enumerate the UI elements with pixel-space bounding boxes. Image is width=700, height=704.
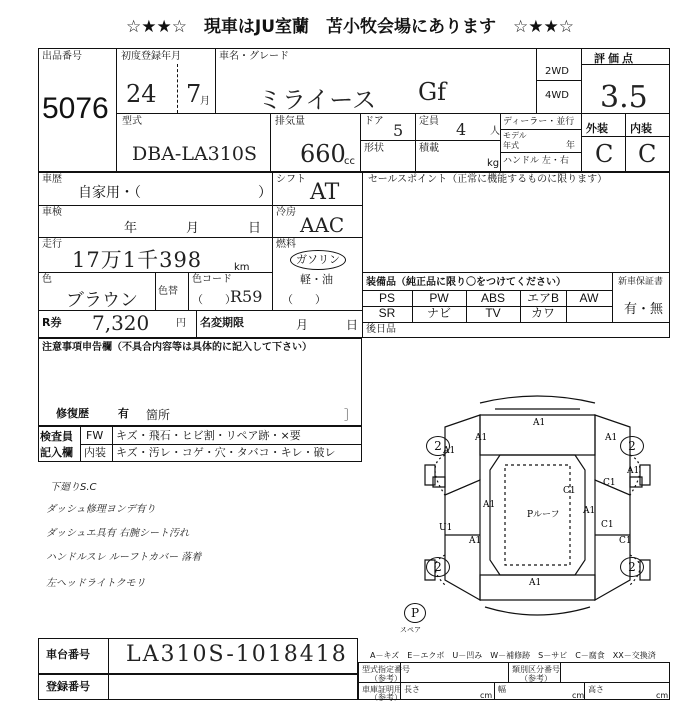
- exterior-grade: C: [595, 140, 614, 168]
- shape-label: 形状: [364, 143, 384, 154]
- length-unit: cm: [480, 691, 493, 700]
- recycle-value: 7,320: [92, 311, 150, 335]
- inspection-year: 年: [124, 221, 138, 236]
- expire-day: 日: [346, 318, 359, 332]
- fuel-selected-circle: [290, 250, 346, 270]
- entry-interior: 内装: [84, 446, 106, 459]
- equipment-item: カワ: [530, 306, 555, 320]
- damage-mark: C1: [563, 486, 576, 496]
- color-code-label: 色コード: [192, 274, 232, 285]
- mileage-value: 17万1千398: [72, 248, 203, 272]
- damage-mark: A1: [483, 500, 496, 510]
- repair-place: 箇所: [146, 408, 171, 422]
- spare-label: スペア: [400, 626, 421, 634]
- history-value: 自家用・（: [78, 185, 141, 201]
- interior-grade: C: [638, 140, 657, 168]
- displacement-unit: cc: [344, 156, 355, 167]
- lot-number-label: 出品番号: [42, 51, 82, 62]
- equipment-item: PW: [429, 291, 449, 305]
- model-num-label: 型式指定番号: [362, 665, 410, 674]
- recycle-label: R券: [42, 316, 62, 329]
- history-close: ）: [258, 185, 272, 201]
- drive-2wd: 2WD: [545, 66, 569, 77]
- fuel-paren: （ ）: [282, 293, 326, 306]
- tire-front-right: 2: [620, 436, 644, 456]
- model-num-ref: （参考）: [370, 674, 402, 683]
- inspection-day: 日: [248, 221, 262, 236]
- mileage-unit: km: [234, 262, 250, 273]
- entry-label: 記入欄: [40, 446, 73, 459]
- car-grade: Gf: [418, 78, 447, 106]
- door-label: ドア: [364, 116, 384, 127]
- handle-label: ハンドル 左・右: [503, 156, 569, 166]
- tire-rear-left: 2: [426, 557, 450, 577]
- color-label: 色: [42, 274, 52, 285]
- registration-month-unit: 月: [200, 96, 210, 107]
- inspector-fw: FW: [86, 429, 104, 442]
- height-unit: cm: [656, 691, 669, 700]
- shift-value: AT: [310, 180, 340, 205]
- repair-value: 有: [118, 407, 129, 420]
- displacement-value: 660: [300, 140, 346, 168]
- equipment-item: SR: [378, 306, 396, 320]
- handwritten-note: 下廻りS.C: [50, 482, 97, 493]
- load-label: 積載: [419, 143, 439, 154]
- capacity-unit: 人: [490, 126, 500, 137]
- class-num-ref: （参考）: [520, 674, 552, 683]
- tire-front-left: 2: [426, 436, 450, 456]
- expire-month: 月: [296, 318, 309, 332]
- mileage-label: 走行: [42, 239, 62, 250]
- handwritten-note: ダッシュ修理ヨンデ有り: [46, 504, 156, 515]
- registration-year: 24: [126, 80, 157, 108]
- capacity-value: 4: [456, 120, 467, 139]
- inspector-label: 検査員: [40, 430, 73, 443]
- door-value: 5: [393, 121, 404, 140]
- score-value: 3.5: [600, 80, 648, 115]
- sales-point-label: セールスポイント（正常に機能するものに限ります）: [368, 174, 608, 185]
- damage-mark: C1: [601, 520, 614, 530]
- exterior-label: 外装: [586, 122, 608, 135]
- class-num-label: 類別区分番号: [512, 665, 560, 674]
- damage-mark: A1: [475, 433, 488, 443]
- handwritten-note: ダッシュエ具有 右腕シート汚れ: [46, 528, 189, 539]
- load-unit: kg: [487, 158, 500, 169]
- handwritten-note: ハンドルスレ ルーフトカバー 落着: [46, 552, 202, 563]
- damage-mark: A1: [605, 433, 618, 443]
- drive-4wd: 4WD: [545, 90, 569, 101]
- attach-label: 後日品: [366, 324, 396, 335]
- chassis-number: LA310S-1018418: [126, 642, 348, 667]
- registration-month: 7: [186, 80, 202, 108]
- ac-label: 冷房: [276, 207, 296, 218]
- page-title: ☆★★☆ 現車はJU室蘭 苫小牧会場にあります ☆★★☆: [125, 17, 575, 37]
- length-label: 長さ: [404, 685, 420, 694]
- recycle-unit: 円: [176, 318, 186, 329]
- damage-mark: C1: [619, 536, 632, 546]
- damage-mark: A1: [443, 446, 456, 456]
- damage-mark: U1: [439, 523, 453, 533]
- width-unit: cm: [572, 691, 585, 700]
- equipment-label: 装備品（純正品に限り〇をつけてください）: [366, 277, 566, 288]
- ac-value: AAC: [300, 213, 345, 237]
- damage-mark: A1: [627, 466, 640, 476]
- car-diagram: [405, 385, 670, 630]
- color-paren: （ ）: [192, 293, 236, 306]
- score-label: 評価点: [594, 52, 636, 65]
- color-change-label: 色替: [158, 286, 178, 297]
- chassis-label: 車台番号: [46, 648, 90, 661]
- damage-mark: A1: [529, 578, 542, 588]
- capacity-label: 定員: [419, 116, 439, 127]
- first-registration-label: 初度登録年月: [121, 51, 181, 62]
- inspector-items: キズ・飛石・ヒビ割・リペア跡・×要: [116, 429, 301, 442]
- color-code: R59: [230, 287, 263, 306]
- entry-items: キズ・汚レ・コゲ・穴・タバコ・キレ・破レ: [116, 446, 336, 459]
- equipment-item: エアB: [526, 291, 559, 305]
- equipment-item: AW: [579, 291, 599, 305]
- interior-label: 内装: [630, 122, 652, 135]
- notice-label: 注意事項申告欄（不具合内容等は具体的に記入して下さい）: [42, 342, 312, 353]
- lot-number: 5076: [42, 92, 109, 125]
- model-year-unit: 年: [566, 141, 576, 151]
- expire-label: 名変期限: [200, 316, 244, 329]
- garage-label: 車庫証明用: [362, 685, 402, 694]
- shift-label: シフト: [276, 174, 306, 185]
- warranty-label: 新車保証書: [618, 277, 664, 287]
- damage-mark: A1: [583, 506, 596, 516]
- legend: A－キズ E－エクボ U－凹み W－補修跡 S－サビ C－腐食 XX－交換済: [370, 651, 656, 660]
- fuel-gasoline: ガソリン: [296, 253, 340, 266]
- tire-rear-right: 2: [620, 557, 644, 577]
- width-label: 幅: [498, 685, 506, 694]
- equipment-item: TV: [485, 306, 501, 320]
- repair-bracket: ］: [344, 408, 357, 422]
- model-type-label: 型式: [122, 116, 142, 127]
- fuel-light-oil: 軽・油: [300, 273, 333, 286]
- equipment-item: ABS: [480, 291, 505, 305]
- spare-tire: P: [404, 603, 426, 623]
- handwritten-note: 左ヘッドライトクモリ: [46, 578, 146, 589]
- height-label: 高さ: [588, 685, 604, 694]
- damage-mark: A1: [533, 418, 546, 428]
- register-label: 登録番号: [46, 680, 90, 693]
- model-year-label: モデル: [503, 131, 527, 140]
- car-name-label: 車名・グレード: [219, 51, 289, 62]
- dealer-label: ディーラー・並行: [503, 117, 575, 127]
- roof-mark: Pルーフ: [527, 510, 560, 520]
- warranty-value: 有・無: [624, 302, 664, 317]
- car-name: ミライース: [258, 86, 377, 114]
- garage-ref: （参考）: [370, 693, 402, 702]
- inspection-month: 月: [186, 221, 200, 236]
- displacement-label: 排気量: [275, 116, 305, 127]
- damage-mark: A1: [469, 536, 482, 546]
- model-type: DBA-LA310S: [132, 143, 257, 165]
- equipment-item: PS: [378, 291, 395, 305]
- history-label: 車歴: [42, 174, 62, 185]
- inspection-label: 車検: [42, 207, 62, 218]
- equipment-item: ナビ: [426, 306, 451, 320]
- color-value: ブラウン: [66, 290, 138, 311]
- damage-mark: C1: [603, 478, 616, 488]
- model-year-label2: 年式: [503, 141, 519, 150]
- fuel-label: 燃料: [276, 239, 296, 250]
- repair-label: 修復歴: [56, 407, 89, 420]
